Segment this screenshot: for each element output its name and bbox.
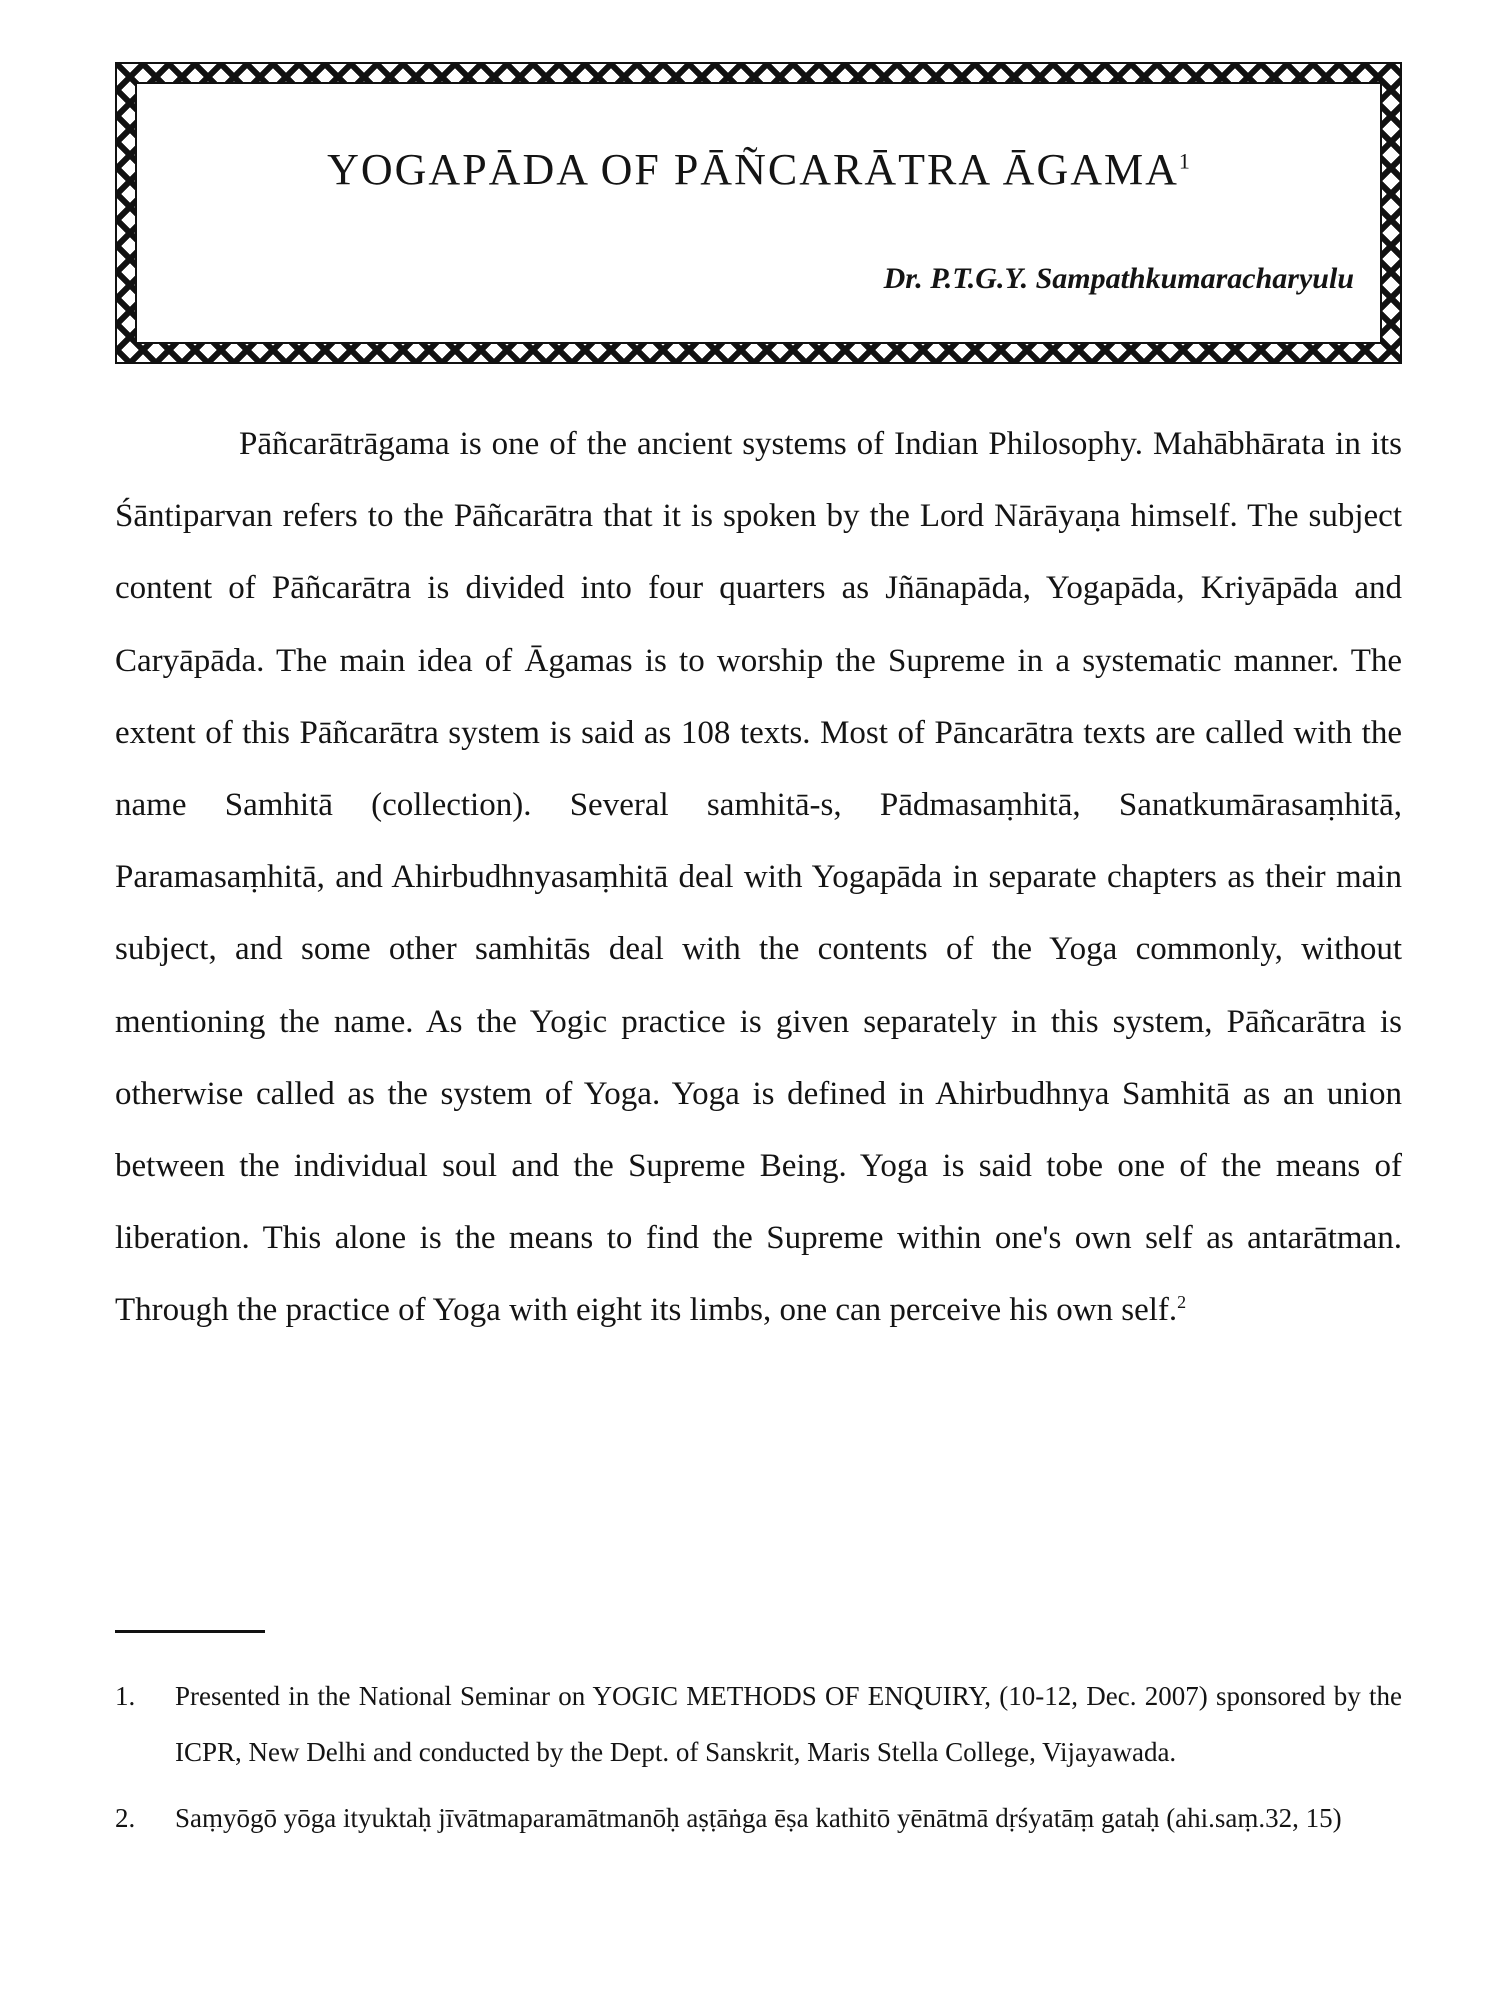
- title-box: [135, 82, 1382, 344]
- footnote-text: Presented in the National Seminar on YOGIC METHODS OF ENQUIRY, (10-12, Dec. 2007) sponsored by the ICPR, New Delhi and conducted by the Dept. of Sanskrit, Maris Stella College, Vijayawada.: [175, 1681, 1402, 1767]
- footnote-number: 1.: [115, 1681, 136, 1711]
- footnotes: [115, 1668, 1402, 1846]
- footnote-1: [115, 1668, 1402, 1780]
- title-footnote-marker: 1: [1178, 148, 1190, 174]
- author-name: Dr. P.T.G.Y. Sampathkumaracharyulu: [883, 262, 1354, 295]
- body-paragraph: [115, 408, 1402, 1347]
- footnote-number: 2.: [115, 1803, 136, 1833]
- footnote-2: [115, 1790, 1402, 1846]
- article-title: [137, 144, 1380, 195]
- body-footnote-marker: 2: [1177, 1292, 1187, 1313]
- footnote-separator: [115, 1630, 265, 1633]
- footnote-text: Saṃyōgō yōga ityuktaḥ jīvātmaparamātmanōḥ aṣṭāṅga ēṣa kathitō yēnātmā dṛśyatāṃ gataḥ (ahi.saṃ.32, 15): [175, 1803, 1342, 1833]
- body-paragraph-text: Pāñcarātrāgama is one of the ancient systems of Indian Philosophy. Mahābhārata in its Śāntiparvan refers to the Pāñcarātra that it is spoken by the Lord Nārāyaṇa himself. The subject content of Pāñcarātra is divided into four quarters as Jñānapāda, Yogapāda, Kriyāpāda and Caryāpāda. The main idea of Āgamas is to worship the Supreme in a systematic manner. The extent of this Pāñcarātra system is said as 108 texts. Most of Pāncarātra texts are called with the name Samhitā (collection). Several samhitā-s, Pādmasaṃhitā, Sanatkumārasaṃhitā, Paramasaṃhitā, and Ahirbudhnyasaṃhitā deal with Yogapāda in separate chapters as their main subject, and some other samhitās deal with the contents of the Yoga commonly, without mentioning the name. As the Yogic practice is given separately in this system, Pāñcarātra is otherwise called as the system of Yoga. Yoga is defined in Ahirbudhnya Samhitā as an union between the individual soul and the Supreme Being. Yoga is said tobe one of the means of liberation. This alone is the means to find the Supreme within one's own self as antarātman. Through the practice of Yoga with eight its limbs, one can perceive his own self.: [115, 426, 1402, 1329]
- decorative-title-border: [115, 62, 1402, 364]
- article-title-text: YOGAPĀDA OF PĀÑCARĀTRA ĀGAMA: [327, 145, 1179, 194]
